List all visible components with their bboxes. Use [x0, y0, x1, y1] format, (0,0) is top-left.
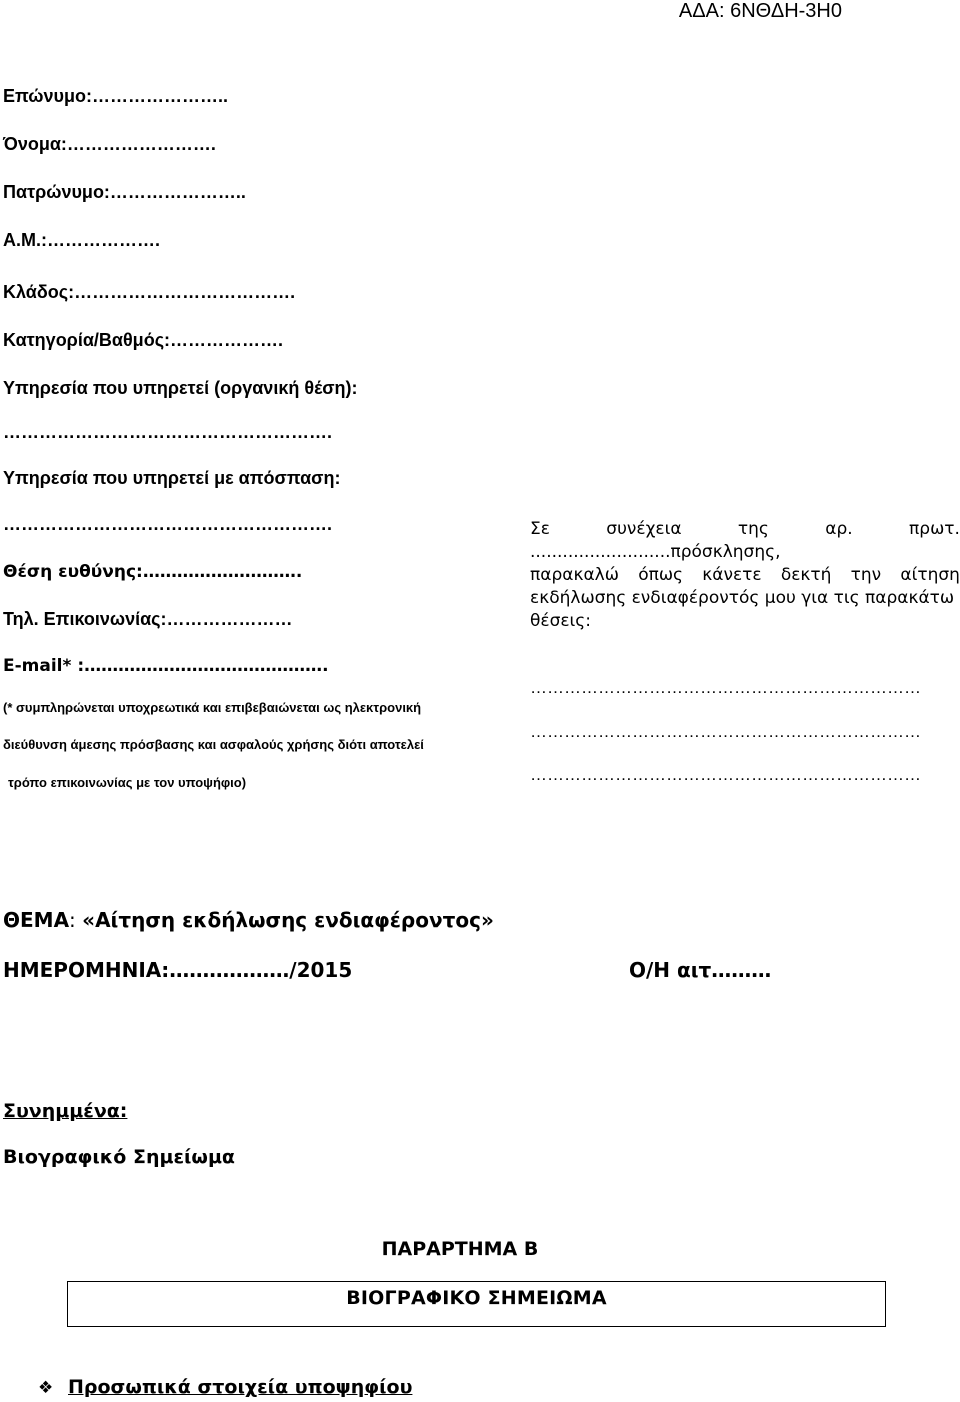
- request-word: Σε: [530, 519, 550, 539]
- fathers-name-field: Πατρώνυμο:…………………..: [3, 182, 246, 202]
- subject-line: [3, 908, 494, 932]
- subject-label: ΘΕΜΑ: [3, 908, 70, 932]
- am-field: Α.Μ.:……………….: [3, 230, 160, 250]
- service-secondment-dots: ……………………………………………….: [3, 514, 333, 534]
- request-word: αρ.: [825, 519, 853, 539]
- personal-info-text: Προσωπικά στοιχεία υποψηφίου: [68, 1376, 413, 1398]
- request-word: της: [737, 519, 769, 539]
- position-dots-1: ……………………………………………………………: [530, 678, 921, 697]
- request-line-3: [530, 564, 960, 587]
- request-word: συνέχεια: [606, 519, 682, 539]
- request-word: την: [850, 565, 882, 585]
- position-dots-3: ……………………………………………………………: [530, 765, 921, 784]
- service-organic-dots: ……………………………………………….: [3, 422, 333, 442]
- annex-title: ΠΑΡΑΡΤΗΜΑ Β: [381, 1238, 539, 1260]
- email-note-line-3: τρόπο επικοινωνίας με τον υποψήφιο): [8, 775, 247, 790]
- position-field: Θέση ευθύνης:……………………….: [3, 562, 303, 582]
- request-word: πρωτ.: [909, 519, 960, 539]
- request-word: αίτηση: [900, 565, 960, 585]
- attachments-title: Συνημμένα:: [3, 1100, 128, 1122]
- attachment-item: Βιογραφικό Σημείωμα: [3, 1146, 235, 1168]
- name-field: Όνομα:…………………….: [3, 134, 216, 154]
- phone-field: Τηλ. Επικοινωνίας:…………………: [3, 609, 293, 629]
- date-field: ΗΜΕΡΟΜΗΝΙΑ:………………/2015: [3, 958, 353, 982]
- cv-title: ΒΙΟΓΡΑΦΙΚΟ ΣΗΜΕΙΩΜΑ: [346, 1287, 607, 1309]
- cv-title-box: [67, 1281, 886, 1327]
- surname-field: Επώνυμο:…………………..: [3, 86, 228, 106]
- request-word: κάνετε: [702, 565, 762, 585]
- subject-colon: :: [69, 908, 83, 932]
- request-word: παρακαλώ: [530, 565, 619, 585]
- email-note-line-1: (* συμπληρώνεται υποχρεωτικά και επιβεβαιώνεται ως ηλεκτρονική: [3, 700, 422, 715]
- request-line-4: εκδήλωσης ενδιαφέροντός μου για τις παρακάτω: [530, 588, 955, 608]
- request-word: όπως: [638, 565, 684, 585]
- email-note-line-2: διεύθυνση άμεσης πρόσβασης και ασφαλούς χρήσης διότι αποτελεί: [3, 737, 424, 752]
- request-line-2: ..........................πρόσκλησης,: [530, 542, 781, 562]
- position-dots-2: ……………………………………………………………: [530, 722, 921, 741]
- category-grade-field: Κατηγορία/Βαθμός:……………….: [3, 330, 284, 350]
- subject-text: «Αίτηση εκδήλωσης ενδιαφέροντος»: [82, 908, 494, 932]
- request-line-5: θέσεις:: [530, 611, 592, 631]
- branch-field: Κλάδος:……………………………….: [3, 282, 296, 302]
- service-secondment-label: Υπηρεσία που υπηρετεί με απόσπαση:: [3, 468, 341, 488]
- request-paragraph: [530, 518, 960, 633]
- ada-code: ΑΔΑ: 6ΝΘΔΗ-3Η0: [678, 0, 842, 22]
- request-line-1: [530, 518, 960, 541]
- email-field: E-mail* :…………………………………….: [3, 656, 329, 676]
- request-word: δεκτή: [780, 565, 832, 585]
- service-organic-label: Υπηρεσία που υπηρετεί (οργανική θέση):: [3, 378, 358, 398]
- applicant-field: Ο/Η αιτ………: [629, 958, 772, 982]
- personal-info-heading: [38, 1376, 412, 1398]
- diamond-bullet-icon: ❖: [38, 1378, 54, 1398]
